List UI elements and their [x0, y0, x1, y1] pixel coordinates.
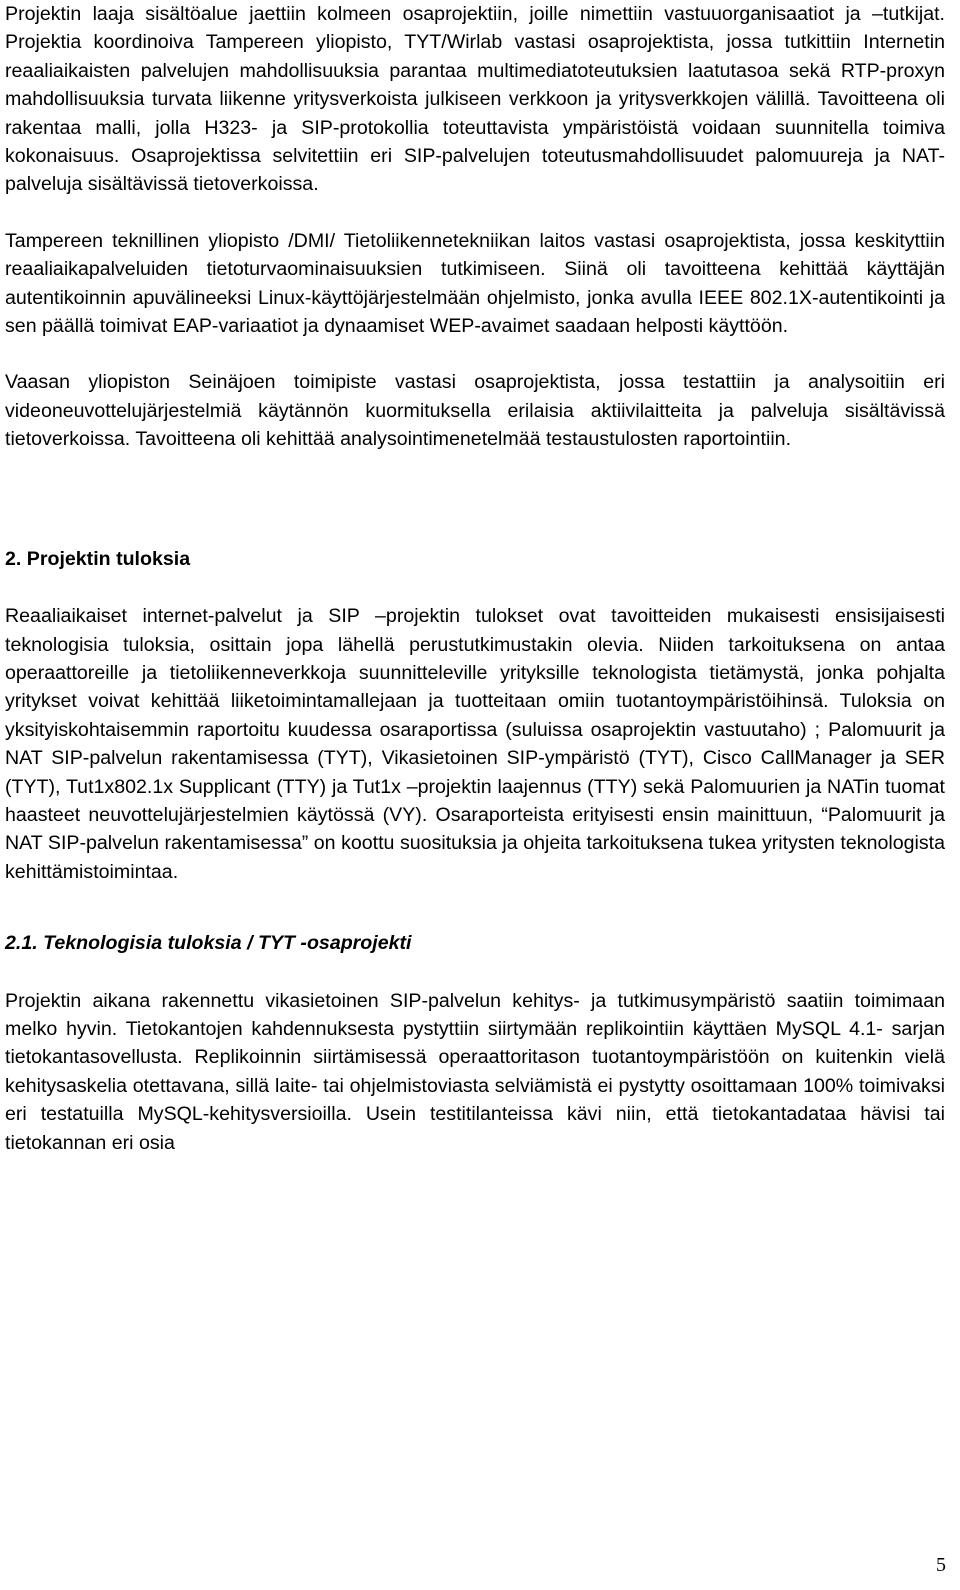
- section-heading-results: 2. Projektin tuloksia: [5, 547, 191, 570]
- document-page: [5, 0, 945, 1157]
- paragraph-vy-subproject: Vaasan yliopiston Seinäjoen toimipiste vastasi osaprojektista, jossa testattiin ja analysoitiin eri videoneuvottelujärjestelmiä käytännön kuormituksella erilaisia aktiivilaitteita ja palveluja sisältävissä tietoverkoissa. Tavoitteena oli kehittää analysointimenetelmää testaustulosten raportointiin.: [5, 371, 945, 451]
- paragraph-tyt-results: Projektin aikana rakennettu vikasietoinen SIP-palvelun kehitys- ja tutkimusympäristö saatiin toimimaan melko hyvin. Tietokantojen kahdennuksesta pystyttiin siirtymään replikointiin käyttäen MySQL 4.1- sarjan tietokantasovellusta. Replikoinnin siirtämisessä operaattoritason tuotantoympäristöön on kuitenkin vielä kehitysaskelia otettavana, sillä laite- tai ohjelmistoviasta selviämistä ei pystytty osoittamaan 100% toimivaksi eri testatuilla MySQL-kehitysversioilla. Usein testitilanteissa kävi niin, että tietokantadataa hävisi tai tietokannan eri osia: [5, 989, 945, 1154]
- paragraph-subprojects: Projektin laaja sisältöalue jaettiin kolmeen osaprojektiin, joille nimettiin vastuuorganisaatiot ja –tutkijat. Projektia koordinoiva Tampereen yliopisto, TYT/Wirlab vastasi osaprojektista, jossa tutkittiin Internetin reaaliaikaisten palvelujen mahdollisuuksia parantaa multimediatoteutuksien laatutasoa sekä RTP-proxyn mahdollisuuksia turvata liikenne yritysverkoista julkiseen verkkoon ja yritysverkkojen välillä. Tavoitteena oli rakentaa malli, jolla H323- ja SIP-protokollia toteuttavista ympäristöistä voidaan suunnitella toimiva kokonaisuus. Osaprojektissa selvitettiin eri SIP-palvelujen toteutusmahdollisuudet palomuureja ja NAT-palveluja sisältävissä tietoverkoissa.: [5, 3, 945, 196]
- paragraph-results: Reaaliaikaiset internet-palvelut ja SIP –projektin tulokset ovat tavoitteiden mukaisesti ensisijaisesti teknologisia tuloksia, osittain jopa lähellä perustutkimustakin olevia. Niiden tarkoituksena on antaa operaattoreille ja tietoliikenneverkkoja suunnitteleville yrityksille teknologista tietämystä, jonka pohjalta yritykset voivat kehittää liiketoimintamallejaan ja tuotteitaan omiin tuotantoympäristöihinsä. Tuloksia on yksityiskohtaisemmin raportoitu kuudessa osaraportissa (suluissa osaprojektin vastuutaho) ; Palomuurit ja NAT SIP-palvelun rakentamisessa (TYT), Vikasietoinen SIP-ympäristö (TYT), Cisco CallManager ja SER (TYT), Tut1x802.1x Supplicant (TTY) ja Tut1x –projektin laajennus (TTY) sekä Palomuurien ja NATin tuomat haasteet neuvottelujärjestelmien käytössä (VY). Osaraporteista erityisesti ensin mainittuun, “Palomuurit ja NAT SIP-palvelun rakentamisessa” on koottu suosituksia ja ohjeita tarkoituksena tukea yritysten teknologista kehittämistoimintaa.: [5, 605, 945, 883]
- page-number: 5: [936, 1554, 946, 1576]
- paragraph-tty-subproject: Tampereen teknillinen yliopisto /DMI/ Tietoliikennetekniikan laitos vastasi osaprojektista, jossa keskityttiin reaaliaikapalveluiden tietoturvaominaisuuksien tutkimiseen. Siinä oli tavoitteena kehittää käyttäjän autentikoinnin apuvälineeksi Linux-käyttöjärjestelmään ohjelmisto, jonka avulla IEEE 802.1X-autentikointi ja sen päällä toimivat EAP-variaatiot ja dynaamiset WEP-avaimet saadaan helposti käyttöön.: [5, 229, 945, 338]
- subsection-heading-tyt-results: 2.1. Teknologisia tuloksia / TYT -osaprojekti: [5, 932, 412, 955]
